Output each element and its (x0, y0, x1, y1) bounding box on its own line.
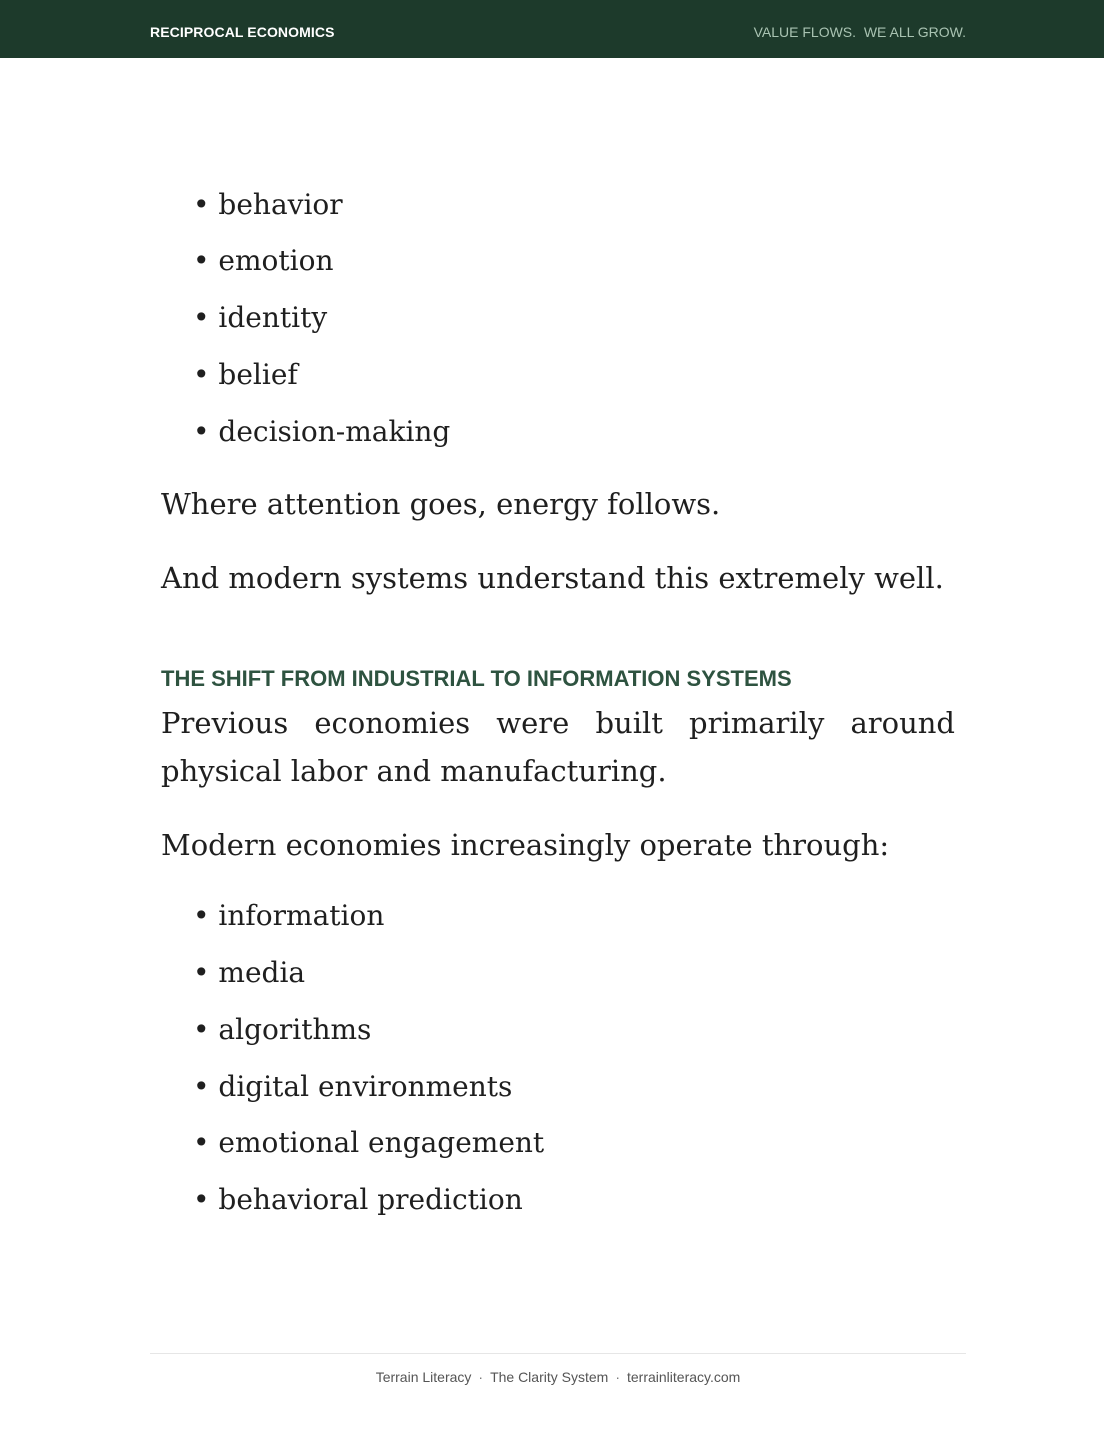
bullet-mark: • (193, 956, 210, 989)
bullet-mark: • (193, 1070, 210, 1103)
list-item-text: emotion (218, 244, 334, 277)
footer-separator: · (478, 1369, 484, 1385)
bullet-mark: • (193, 358, 210, 391)
list-item-text: media (218, 956, 306, 989)
list-item (193, 1126, 544, 1160)
list-item-text: behavioral prediction (218, 1183, 523, 1216)
list-item-text: algorithms (218, 1013, 372, 1046)
list-item-text: decision-making (218, 415, 451, 448)
paragraph-previous-economies: Previous economies were built primarily around physical labor and manufacturing. (161, 706, 955, 788)
footer-item-terrain-literacy: Terrain Literacy (375, 1369, 472, 1385)
list-item (193, 1013, 371, 1047)
list-item-text: information (218, 899, 385, 932)
bullet-mark: • (193, 188, 210, 221)
list-item (193, 244, 334, 278)
list-item-text: identity (218, 301, 328, 334)
list-item-text: digital environments (218, 1070, 513, 1103)
page-footer (150, 1369, 966, 1385)
list-item (193, 358, 298, 392)
list-item (193, 188, 343, 222)
paragraph-modern-systems: And modern systems understand this extremely well. (161, 561, 944, 595)
bullet-mark: • (193, 1126, 210, 1159)
brand-name: RECIPROCAL ECONOMICS (150, 24, 335, 40)
footer-separator: · (615, 1369, 620, 1385)
list-item (193, 1070, 512, 1104)
list-item (193, 899, 384, 933)
brand-tagline: VALUE FLOWS. WE ALL GROW. (753, 24, 966, 40)
list-item-text: behavior (218, 188, 343, 221)
bullet-mark: • (193, 899, 210, 932)
section-heading: THE SHIFT FROM INDUSTRIAL TO INFORMATION SYSTEMS (161, 666, 792, 691)
bullet-mark: • (193, 301, 210, 334)
top-header-bar (0, 0, 1104, 58)
footer-divider (150, 1353, 966, 1354)
bullet-mark: • (193, 415, 210, 448)
list-item-text: emotional engagement (218, 1126, 545, 1159)
list-item-text: belief (218, 358, 298, 391)
list-item (193, 1183, 523, 1217)
list-item (193, 415, 450, 449)
bullet-mark: • (193, 1183, 210, 1216)
bullet-mark: • (193, 244, 210, 277)
paragraph-attention: Where attention goes, energy follows. (161, 487, 721, 521)
bullet-mark: • (193, 1013, 210, 1046)
footer-item-website: terrainliteracy.com (626, 1369, 741, 1385)
list-item (193, 956, 305, 990)
paragraph-modern-economies: Modern economies increasingly operate through: (161, 828, 890, 862)
footer-item-clarity-system: The Clarity System (490, 1369, 609, 1385)
list-item (193, 301, 327, 335)
